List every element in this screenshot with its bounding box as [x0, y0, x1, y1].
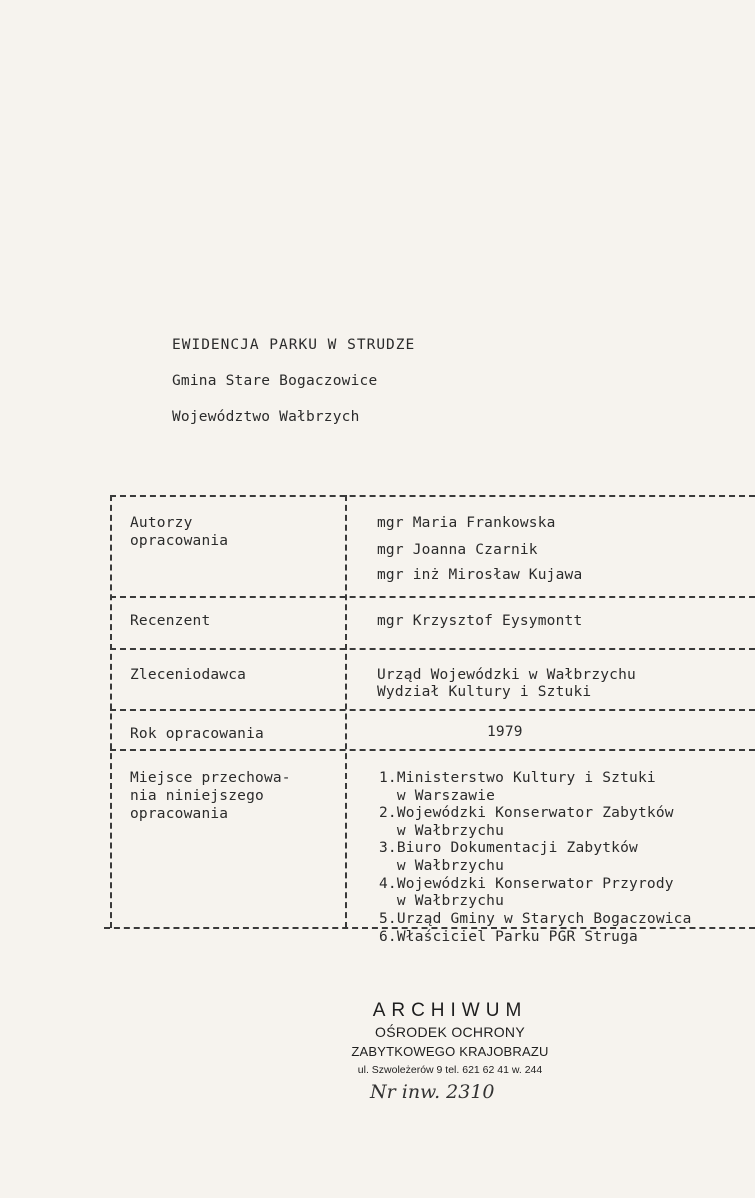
storage-line-5: 3.Biuro Dokumentacji Zabytków: [379, 840, 638, 856]
year-value: 1979: [487, 724, 523, 740]
storage-line-1: 1.Ministerstwo Kultury i Sztuki: [379, 770, 656, 786]
row-divider-2: [110, 648, 755, 650]
client-label: Zleceniodawca: [130, 667, 247, 683]
stamp-address: ul. Szwoleżerów 9 tel. 621 62 41 w. 244: [357, 1064, 543, 1076]
storage-label-1: Miejsce przechowa-: [130, 770, 291, 786]
storage-line-2: w Warszawie: [379, 788, 496, 804]
document-title: EWIDENCJA PARKU W STRUDZE: [172, 337, 416, 353]
row-divider-3: [110, 709, 755, 711]
author-3: mgr inż Mirosław Kujawa: [377, 567, 583, 583]
table-top-border: [110, 495, 755, 497]
reviewer-label: Recenzent: [130, 613, 211, 629]
storage-line-3: 2.Wojewódzki Konserwator Zabytków: [379, 805, 674, 821]
client-line-1: Urząd Wojewódzki w Wałbrzychu: [377, 667, 636, 683]
client-line-2: Wydział Kultury i Sztuki: [377, 684, 592, 700]
storage-line-8: w Wałbrzychu: [379, 893, 505, 909]
author-2: mgr Joanna Czarnik: [377, 542, 538, 558]
author-1: mgr Maria Frankowska: [377, 515, 556, 531]
row-divider-1: [110, 596, 755, 598]
authors-label-1: Autorzy: [130, 515, 193, 531]
stamp-zabytkowego: ZABYTKOWEGO KRAJOBRAZU: [351, 1044, 549, 1059]
wojewodztwo-line: Województwo Wałbrzych: [172, 409, 360, 425]
storage-line-10: 6.Właściciel Parku PGR Struga: [379, 929, 638, 945]
table-left-border: [110, 495, 112, 928]
column-divider: [345, 495, 347, 928]
row-divider-4: [110, 749, 755, 751]
storage-label-2: nia niniejszego: [130, 788, 264, 804]
storage-label-3: opracowania: [130, 806, 229, 822]
gmina-line: Gmina Stare Bogaczowice: [172, 373, 378, 389]
year-label: Rok opracowania: [130, 726, 264, 742]
storage-line-6: w Wałbrzychu: [379, 858, 505, 874]
storage-line-9: 5.Urząd Gminy w Starych Bogaczowica: [379, 911, 692, 927]
stamp-archiwum: ARCHIWUM: [372, 1000, 528, 1021]
authors-label-2: opracowania: [130, 533, 229, 549]
storage-line-4: w Wałbrzychu: [379, 823, 505, 839]
stamp-osrodek: OŚRODEK OCHRONY: [375, 1024, 525, 1040]
storage-line-7: 4.Wojewódzki Konserwator Przyrody: [379, 876, 674, 892]
handwritten-inventory-number: Nr inw. 2310: [370, 1081, 495, 1103]
reviewer-value: mgr Krzysztof Eysymontt: [377, 613, 583, 629]
